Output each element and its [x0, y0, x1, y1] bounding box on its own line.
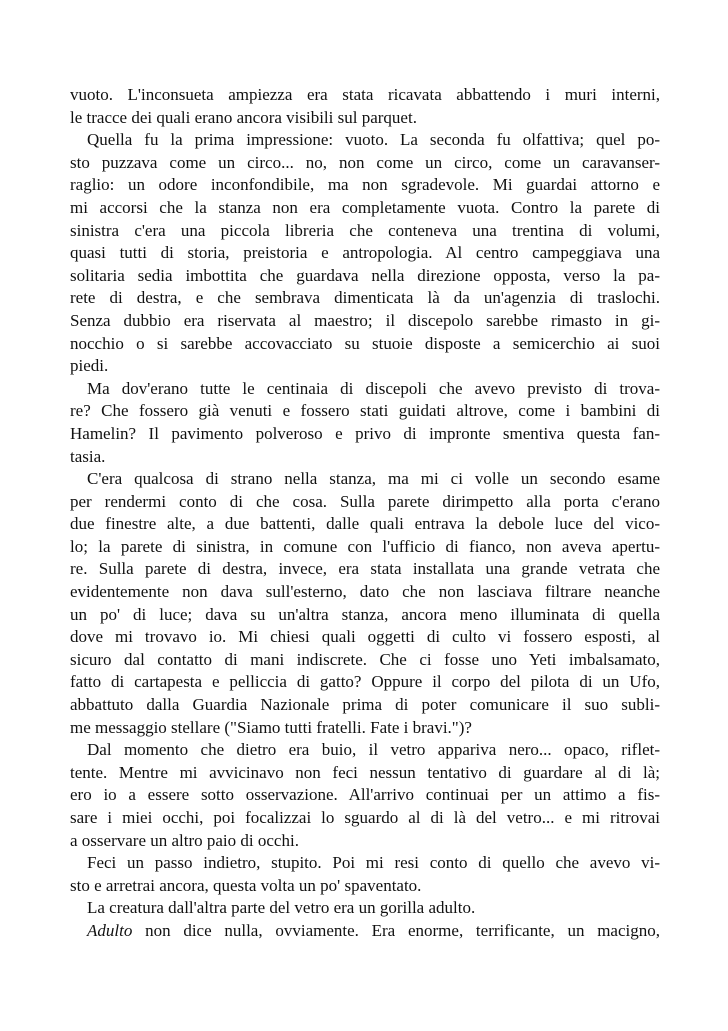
paragraph — [70, 129, 660, 378]
text-line: sinistra c'era una piccola libreria che conteneva una trentina di volumi, — [70, 220, 660, 240]
text-line: sare i miei occhi, poi focalizzai lo sguardo al di là del vetro... e mi ritrovai — [70, 808, 660, 827]
text-line: quasi tutti di storia, preistoria e antropologia. Al centro campeggiava una — [70, 243, 660, 263]
text-line: vuoto. L'inconsueta ampiezza era stata ricavata abbattendo i muri interni, — [70, 85, 660, 104]
text-line: abbattuto dalla Guardia Nazionale prima di poter comunicare il suo subli- — [70, 695, 660, 715]
text-line: me messaggio stellare ("Siamo tutti fratelli. Fate i bravi.")? — [70, 717, 472, 737]
text-line: re? Che fossero già venuti e fossero stati guidati altrove, come i bambini di — [70, 401, 660, 421]
text-line: nocchio o si sarebbe accovacciato su stuoie disposte a semicerchio ai suoi — [70, 333, 660, 353]
text-line: sicuro dal contatto di mani indiscrete. Che ci fosse uno Yeti imbalsamato, — [70, 649, 660, 669]
paragraph — [70, 852, 660, 897]
text-line: le tracce dei quali erano ancora visibili sul parquet. — [70, 107, 417, 127]
text-line: sto e arretrai ancora, questa volta un po' spaventato. — [70, 875, 422, 895]
page-body — [70, 84, 660, 943]
text-line: mi accorsi che la stanza non era completamente vuota. Contro la parete di — [70, 197, 660, 217]
paragraph — [70, 739, 660, 852]
text-line: per rendermi conto di che cosa. Sulla parete dirimpetto alla porta c'erano — [70, 491, 660, 511]
paragraph — [70, 378, 660, 468]
text-line: rete di destra, e che sembrava dimenticata là da un'agenzia di traslochi. — [70, 288, 660, 308]
text-line: solitaria sedia imbottita che guardava nella direzione opposta, verso la pa- — [70, 265, 660, 285]
text-line: lo; la parete di sinistra, in comune con l'ufficio di fianco, non aveva apertu- — [70, 536, 660, 556]
text-line: un po' di luce; dava su un'altra stanza, ancora meno illuminata di quella — [70, 604, 660, 624]
text-line: Feci un passo indietro, stupito. Poi mi resi conto di quello che avevo vi- — [87, 853, 660, 873]
text-line: due finestre alte, a due battenti, dalle quali entrava la debole luce del vico- — [70, 514, 660, 534]
text-line: Senza dubbio era riservata al maestro; il discepolo sarebbe rimasto in gi- — [70, 310, 660, 330]
text-line: tente. Mentre mi avvicinavo non feci nessun tentativo di guardare al di là; — [70, 762, 660, 782]
text-line: Quella fu la prima impressione: vuoto. La seconda fu olfattiva; quel po- — [87, 130, 660, 150]
text-line: tasia. — [70, 446, 106, 466]
text-line: La creatura dall'altra parte del vetro era un gorilla adulto. — [87, 898, 476, 918]
paragraph — [70, 84, 660, 129]
text-line: raglio: un odore inconfondibile, ma non sgradevole. Mi guardai attorno e — [70, 175, 660, 195]
text-line: evidentemente non dava sull'esterno, dato che non lasciava filtrare neanche — [70, 582, 660, 602]
text-line: Dal momento che dietro era buio, il vetro appariva nero... opaco, riflet- — [87, 740, 660, 760]
text-fragment: non dice nulla, ovviamente. Era enorme, terrificante, un macigno, — [132, 920, 660, 940]
text-line: piedi. — [70, 356, 109, 376]
paragraph — [70, 468, 660, 739]
emphasis: Adulto — [87, 920, 133, 940]
text-line: Ma dov'erano tutte le centinaia di discepoli che avevo previsto di trova- — [87, 378, 660, 398]
text-line: a osservare un altro paio di occhi. — [70, 830, 299, 850]
text-line: re. Sulla parete di destra, invece, era stata installata una grande vetrata che — [70, 559, 660, 579]
text-line — [70, 920, 660, 943]
text-line: ero io a essere sotto osservazione. All'arrivo continuai per un attimo a fis- — [70, 785, 660, 805]
text-line: sto puzzava come un circo... no, non come un circo, come un caravanser- — [70, 152, 660, 172]
text-line: Hamelin? Il pavimento polveroso e privo di impronte smentiva questa fan- — [70, 423, 660, 443]
paragraph — [70, 897, 660, 920]
text-line: fatto di cartapesta e pelliccia di gatto? Oppure il corpo del pilota di un Ufo, — [70, 672, 660, 692]
text-line: C'era qualcosa di strano nella stanza, ma mi ci volle un secondo esame — [87, 469, 660, 489]
text-line: dove mi trovavo io. Mi chiesi quali oggetti di culto vi fossero esposti, al — [70, 627, 660, 647]
